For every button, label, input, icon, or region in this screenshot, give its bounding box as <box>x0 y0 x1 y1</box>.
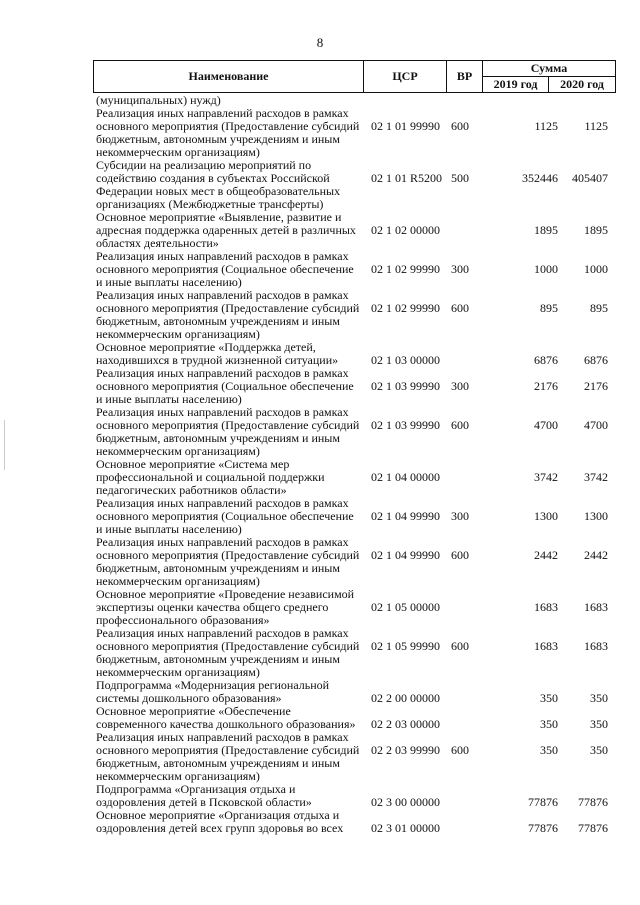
cell-name: Реализация иных направлений расходов в рамках основного мероприятия (Предоставление субсидий бюджетным, автономным учреждениям и иным некоммерческим организациям) <box>96 106 360 159</box>
cell-s20: 350 <box>590 717 608 731</box>
page-number: 8 <box>316 35 324 50</box>
cell-csr: 02 2 00 00000 <box>371 691 440 705</box>
table-row <box>93 497 615 536</box>
cell-csr: 02 1 02 99990 <box>371 301 440 315</box>
cell-s20: 77876 <box>578 795 608 809</box>
cell-name: Реализация иных направлений расходов в рамках основного мероприятия (Предоставление субсидий бюджетным, автономным учреждениям и иным некоммерческим организациям) <box>96 730 360 783</box>
table-header <box>93 60 616 93</box>
table-row <box>93 107 615 159</box>
cell-s19: 4700 <box>534 418 558 432</box>
cell-csr: 02 1 04 00000 <box>371 470 440 484</box>
cell-csr: 02 1 03 99990 <box>371 418 440 432</box>
cell-s19: 350 <box>540 691 558 705</box>
cell-s20: 4700 <box>584 418 608 432</box>
table-row <box>93 367 615 406</box>
cell-name: Реализация иных направлений расходов в рамках основного мероприятия (Социальное обеспечение и иные выплаты населению) <box>96 249 354 289</box>
table-row <box>93 211 615 250</box>
cell-s19: 6876 <box>534 353 558 367</box>
table-row <box>93 705 615 731</box>
cell-name: Реализация иных направлений расходов в рамках основного мероприятия (Предоставление субсидий бюджетным, автономным учреждениям и иным некоммерческим организациям) <box>96 535 360 588</box>
cell-vr: 600 <box>451 418 469 432</box>
cell-csr: 02 1 05 99990 <box>371 639 440 653</box>
cell-s19: 1125 <box>534 119 558 133</box>
cell-name: Подпрограмма «Организация отдыха и оздоровления детей в Псковской области» <box>96 782 312 809</box>
cell-s20: 77876 <box>578 821 608 835</box>
cell-s19: 3742 <box>534 470 558 484</box>
cell-s19: 350 <box>540 743 558 757</box>
cell-s20: 6876 <box>584 353 608 367</box>
table-row <box>93 406 615 458</box>
table-row <box>93 458 615 497</box>
cell-name: Реализация иных направлений расходов в рамках основного мероприятия (Предоставление субсидий бюджетным, автономным учреждениям и иным некоммерческим организациям) <box>96 626 360 679</box>
table-body <box>93 94 615 835</box>
cell-csr: 02 1 04 99990 <box>371 548 440 562</box>
cell-name: Подпрограмма «Модернизация региональной системы дошкольного образования» <box>96 678 330 705</box>
header-vr: ВР <box>447 61 483 93</box>
cell-name: Основное мероприятие «Проведение независимой экспертизы оценки качества общего среднего профессионального образования» <box>96 587 355 627</box>
cell-csr: 02 1 01 R5200 <box>371 171 443 185</box>
cell-name: Основное мероприятие «Организация отдыха и оздоровления детей всех групп здоровья во всех <box>96 808 344 835</box>
cell-csr: 02 2 03 00000 <box>371 717 440 731</box>
table-row <box>93 731 615 783</box>
cell-name: Реализация иных направлений расходов в рамках основного мероприятия (Социальное обеспечение и иные выплаты населению) <box>96 496 354 536</box>
cell-s20: 1683 <box>584 639 608 653</box>
table-row <box>93 536 615 588</box>
cell-csr: 02 1 02 99990 <box>371 262 440 276</box>
header-csr: ЦСР <box>364 61 447 93</box>
cell-s20: 405407 <box>572 171 608 185</box>
header-name: Наименование <box>94 61 364 93</box>
cell-vr: 600 <box>451 119 469 133</box>
cell-vr: 300 <box>451 379 469 393</box>
cell-vr: 600 <box>451 639 469 653</box>
cell-vr: 600 <box>451 548 469 562</box>
cell-s19: 895 <box>540 301 558 315</box>
cell-s20: 1895 <box>584 223 608 237</box>
cell-s20: 350 <box>590 691 608 705</box>
cell-s19: 1300 <box>534 509 558 523</box>
header-2019: 2019 год <box>483 77 549 93</box>
table-row <box>93 627 615 679</box>
table-row <box>93 783 615 809</box>
cell-s20: 1000 <box>584 262 608 276</box>
cell-s20: 3742 <box>584 470 608 484</box>
cell-csr: 02 2 03 99990 <box>371 743 440 757</box>
cell-s20: 1683 <box>584 600 608 614</box>
cell-name: Основное мероприятие «Обеспечение современного качества дошкольного образования» <box>96 704 356 731</box>
cell-csr: 02 1 03 00000 <box>371 353 440 367</box>
table-row <box>93 341 615 367</box>
cell-csr: 02 1 03 99990 <box>371 379 440 393</box>
table-row <box>93 159 615 211</box>
table-row <box>93 289 615 341</box>
cell-s19: 2176 <box>534 379 558 393</box>
table-row <box>93 250 615 289</box>
cell-csr: 02 1 02 00000 <box>371 223 440 237</box>
header-sum: Сумма <box>483 61 616 77</box>
cell-csr: 02 1 01 99990 <box>371 119 440 133</box>
table-row <box>93 588 615 627</box>
cell-name: Субсидии на реализацию мероприятий по содействию создания в субъектах Российской Федерации новых мест в общеобразовательных организациях (Межбюджетные трансферты) <box>96 158 341 211</box>
cell-csr: 02 1 04 99990 <box>371 509 440 523</box>
cell-s20: 2176 <box>584 379 608 393</box>
cell-name: Основное мероприятие «Система мер профессиональной и социальной поддержки педагогических работников области» <box>96 457 325 497</box>
cell-s19: 1895 <box>534 223 558 237</box>
cell-vr: 300 <box>451 509 469 523</box>
cell-s19: 352446 <box>522 171 558 185</box>
cell-csr: 02 3 01 00000 <box>371 821 440 835</box>
cell-s19: 1683 <box>534 639 558 653</box>
cell-name: Основное мероприятие «Выявление, развитие и адресная поддержка одаренных детей в различных областях деятельности» <box>96 210 356 250</box>
cell-s19: 1683 <box>534 600 558 614</box>
cell-s19: 77876 <box>528 821 558 835</box>
cell-vr: 600 <box>451 743 469 757</box>
cell-name: Реализация иных направлений расходов в рамках основного мероприятия (Предоставление субсидий бюджетным, автономным учреждениям и иным некоммерческим организациям) <box>96 405 360 458</box>
cell-s20: 2442 <box>584 548 608 562</box>
cell-s20: 895 <box>590 301 608 315</box>
cell-vr: 600 <box>451 301 469 315</box>
cell-s19: 350 <box>540 717 558 731</box>
cell-s20: 350 <box>590 743 608 757</box>
cell-vr: 300 <box>451 262 469 276</box>
cell-name: Реализация иных направлений расходов в рамках основного мероприятия (Социальное обеспечение и иные выплаты населению) <box>96 366 354 406</box>
cell-s20: 1125 <box>584 119 608 133</box>
cell-name: Реализация иных направлений расходов в рамках основного мероприятия (Предоставление субсидий бюджетным, автономным учреждениям и иным некоммерческим организациям) <box>96 288 360 341</box>
table-row <box>93 679 615 705</box>
cell-s20: 1300 <box>584 509 608 523</box>
cell-name: Основное мероприятие «Поддержка детей, находившихся в трудной жизненной ситуации» <box>96 340 339 367</box>
cell-vr: 500 <box>451 171 469 185</box>
table-row <box>93 809 615 835</box>
cell-name: (муниципальных) нужд) <box>96 93 221 107</box>
margin-mark <box>4 420 5 470</box>
cell-s19: 1000 <box>534 262 558 276</box>
header-2020: 2020 год <box>549 77 616 93</box>
cell-s19: 77876 <box>528 795 558 809</box>
cell-s19: 2442 <box>534 548 558 562</box>
cell-csr: 02 3 00 00000 <box>371 795 440 809</box>
cell-csr: 02 1 05 00000 <box>371 600 440 614</box>
